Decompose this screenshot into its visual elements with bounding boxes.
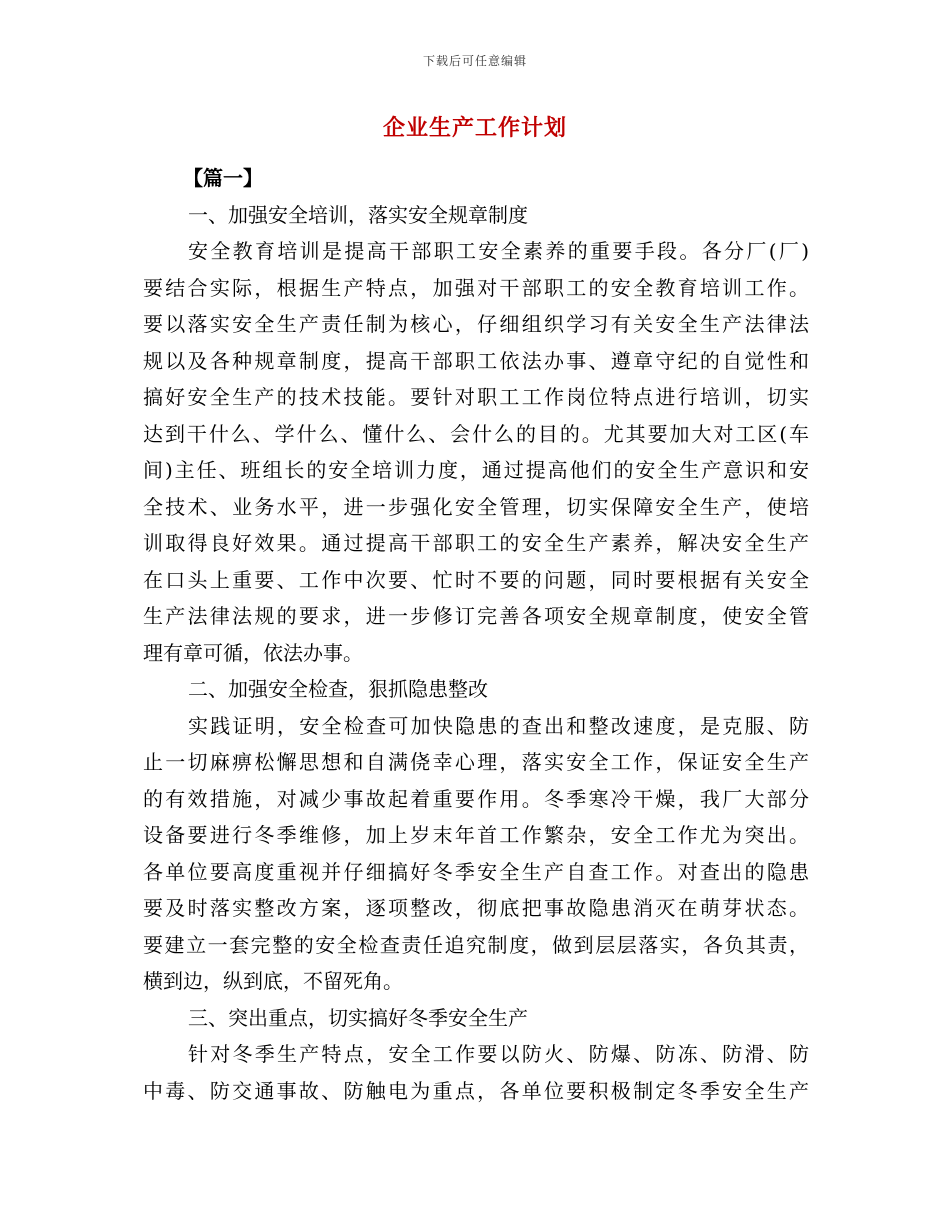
paragraph-line: 要及时落实整改方案，逐项整改，彻底把事故隐患消灭在萌芽状态。: [143, 896, 809, 920]
paragraph-line: 搞好安全生产的技术技能。要针对职工工作岗位特点进行培训，切实: [143, 385, 809, 409]
section-tag: 【篇一】: [183, 166, 263, 190]
paragraph-line: 针对冬季生产特点，安全工作要以防火、防爆、防冻、防滑、防: [188, 1042, 809, 1066]
section-heading: 三、突出重点，切实搞好冬季安全生产: [188, 1005, 528, 1030]
paragraph-line: 训取得良好效果。通过提高干部职工的安全生产素养，解决安全生产: [143, 531, 809, 555]
paragraph-line: 中毒、防交通事故、防触电为重点，各单位要积极制定冬季安全生产: [143, 1078, 809, 1103]
paragraph-line: 间)主任、班组长的安全培训力度，通过提高他们的安全生产意识和安: [143, 458, 809, 482]
paragraph-line: 生产法律法规的要求，进一步修订完善各项安全规章制度，使安全管: [143, 604, 809, 628]
document-body: [143, 160, 809, 1109]
paragraph-line: 理有章可循，依法办事。: [143, 640, 363, 665]
section-heading: 二、加强安全检查，狠抓隐患整改: [188, 677, 488, 701]
paragraph-line: 实践证明，安全检查可加快隐患的查出和整改速度，是克服、防: [188, 713, 809, 738]
paragraph-line: 要结合实际，根据生产特点，加强对干部职工的安全教育培训工作。: [143, 275, 809, 300]
paragraph-line: 设备要进行冬季维修，加上岁末年首工作繁杂，安全工作尤为突出。: [143, 823, 809, 847]
paragraph-line: 在口头上重要、工作中次要、忙时不要的问题，同时要根据有关安全: [143, 567, 809, 592]
paragraph-line: 各单位要高度重视并仔细搞好冬季安全生产自查工作。对查出的隐患: [143, 859, 809, 884]
paragraph-line: 横到边，纵到底，不留死角。: [143, 969, 403, 993]
paragraph-line: 安全教育培训是提高干部职工安全素养的重要手段。各分厂(厂): [188, 239, 809, 263]
paragraph-line: 全技术、业务水平，进一步强化安全管理，切实保障安全生产，使培: [143, 494, 809, 519]
paragraph-line: 的有效措施，对减少事故起着重要作用。冬季寒冷干燥，我厂大部分: [143, 786, 809, 811]
paragraph-line: 止一切麻痹松懈思想和自满侥幸心理，落实安全工作，保证安全生产: [143, 750, 809, 774]
page-header-note: 下载后可任意编辑: [422, 54, 527, 68]
paragraph-line: 规以及各种规章制度，提高干部职工依法办事、遵章守纪的自觉性和: [143, 348, 809, 373]
paragraph-line: 达到干什么、学什么、懂什么、会什么的目的。尤其要加大对工区(车: [143, 421, 809, 446]
section-heading: 一、加强安全培训，落实安全规章制度: [188, 202, 528, 227]
paragraph-line: 要建立一套完整的安全检查责任追究制度，做到层层落实，各负其责，: [143, 932, 809, 957]
document-title: 企业生产工作计划: [382, 115, 567, 141]
paragraph-line: 要以落实安全生产责任制为核心，仔细组织学习有关安全生产法律法: [143, 312, 809, 336]
